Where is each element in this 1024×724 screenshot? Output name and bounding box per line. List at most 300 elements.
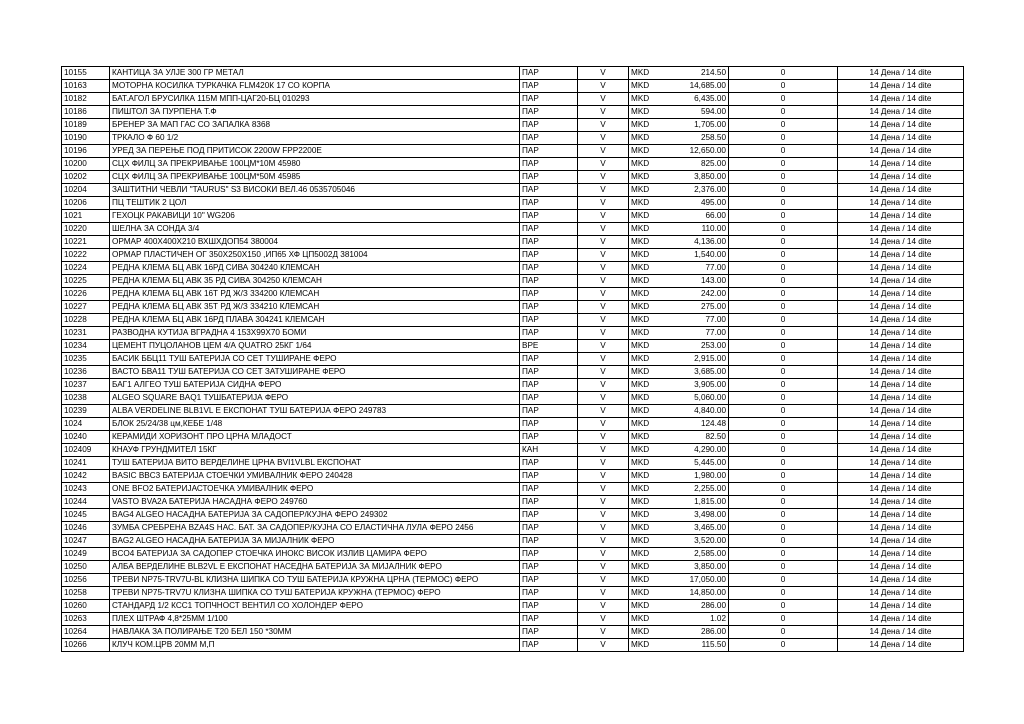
item-currency: MKD bbox=[629, 223, 656, 236]
item-flag: V bbox=[578, 314, 629, 327]
item-price: 2,915.00 bbox=[655, 353, 729, 366]
item-price: 1.02 bbox=[655, 613, 729, 626]
item-unit: ПАР bbox=[520, 171, 578, 184]
item-flag: V bbox=[578, 119, 629, 132]
item-code: 10163 bbox=[62, 80, 110, 93]
item-flag: V bbox=[578, 236, 629, 249]
item-price: 3,498.00 bbox=[655, 509, 729, 522]
item-flag: V bbox=[578, 639, 629, 652]
item-unit: ПАР bbox=[520, 158, 578, 171]
item-price: 4,840.00 bbox=[655, 405, 729, 418]
item-flag: V bbox=[578, 535, 629, 548]
item-name: ПИШТОЛ ЗА ПУРПЕНА Т.Ф bbox=[110, 106, 520, 119]
item-code: 10235 bbox=[62, 353, 110, 366]
item-currency: MKD bbox=[629, 158, 656, 171]
item-currency: MKD bbox=[629, 262, 656, 275]
item-price: 825.00 bbox=[655, 158, 729, 171]
item-delivery-term: 14 Дена / 14 dite bbox=[838, 171, 964, 184]
item-code: 10189 bbox=[62, 119, 110, 132]
item-delivery-term: 14 Дена / 14 dite bbox=[838, 210, 964, 223]
item-price: 253.00 bbox=[655, 340, 729, 353]
table-row bbox=[62, 405, 964, 418]
item-currency: MKD bbox=[629, 392, 656, 405]
item-price: 115.50 bbox=[655, 639, 729, 652]
item-quantity: 0 bbox=[729, 340, 838, 353]
item-delivery-term: 14 Дена / 14 dite bbox=[838, 483, 964, 496]
item-code: 10245 bbox=[62, 509, 110, 522]
item-flag: V bbox=[578, 574, 629, 587]
item-currency: MKD bbox=[629, 470, 656, 483]
price-list-table bbox=[61, 66, 964, 652]
item-code: 10244 bbox=[62, 496, 110, 509]
table-row bbox=[62, 444, 964, 457]
item-code: 10258 bbox=[62, 587, 110, 600]
item-name: БРЕНЕР ЗА МАП ГАС СО ЗАПАЛКА 8368 bbox=[110, 119, 520, 132]
item-currency: MKD bbox=[629, 366, 656, 379]
item-price: 2,255.00 bbox=[655, 483, 729, 496]
item-price: 4,136.00 bbox=[655, 236, 729, 249]
table-row bbox=[62, 548, 964, 561]
item-code: 10196 bbox=[62, 145, 110, 158]
item-name: МОТОРНА КОСИЛКА ТУРКАЧКА FLM420К 17 СО КОРПА bbox=[110, 80, 520, 93]
item-quantity: 0 bbox=[729, 366, 838, 379]
item-currency: MKD bbox=[629, 574, 656, 587]
price-list-body bbox=[62, 67, 964, 652]
item-unit: ПАР bbox=[520, 626, 578, 639]
item-flag: V bbox=[578, 496, 629, 509]
item-code: 10239 bbox=[62, 405, 110, 418]
item-name: ТРКАЛО Ф 60 1/2 bbox=[110, 132, 520, 145]
item-currency: MKD bbox=[629, 600, 656, 613]
item-currency: MKD bbox=[629, 379, 656, 392]
item-quantity: 0 bbox=[729, 262, 838, 275]
table-row bbox=[62, 132, 964, 145]
item-price: 77.00 bbox=[655, 327, 729, 340]
item-flag: V bbox=[578, 145, 629, 158]
item-price: 4,290.00 bbox=[655, 444, 729, 457]
item-price: 3,520.00 bbox=[655, 535, 729, 548]
item-price: 495.00 bbox=[655, 197, 729, 210]
item-quantity: 0 bbox=[729, 379, 838, 392]
item-code: 10236 bbox=[62, 366, 110, 379]
item-delivery-term: 14 Дена / 14 dite bbox=[838, 353, 964, 366]
item-currency: MKD bbox=[629, 93, 656, 106]
item-currency: MKD bbox=[629, 509, 656, 522]
item-name: КЛУЧ КОМ.ЦРВ 20ММ М,П bbox=[110, 639, 520, 652]
item-currency: MKD bbox=[629, 119, 656, 132]
item-delivery-term: 14 Дена / 14 dite bbox=[838, 561, 964, 574]
item-flag: V bbox=[578, 67, 629, 80]
item-quantity: 0 bbox=[729, 457, 838, 470]
item-flag: V bbox=[578, 158, 629, 171]
item-code: 10237 bbox=[62, 379, 110, 392]
item-code: 10182 bbox=[62, 93, 110, 106]
item-quantity: 0 bbox=[729, 197, 838, 210]
item-delivery-term: 14 Дена / 14 dite bbox=[838, 522, 964, 535]
item-unit: ПАР bbox=[520, 236, 578, 249]
item-name: ТРЕВИ NP75-TRV7U-BL КЛИЗНА ШИПКА СО ТУШ БАТЕРИЈА КРУЖНА ЦРНА (ТЕРМОС) ФЕРО bbox=[110, 574, 520, 587]
item-quantity: 0 bbox=[729, 418, 838, 431]
item-unit: ПАР bbox=[520, 301, 578, 314]
item-name: ПЦ ТЕШТИК 2 ЦОЛ bbox=[110, 197, 520, 210]
item-name: ONE BFO2 БАТЕРИЈАСТОЕЧКА УМИВАЛНИК ФЕРО bbox=[110, 483, 520, 496]
item-quantity: 0 bbox=[729, 535, 838, 548]
item-unit: ПАР bbox=[520, 509, 578, 522]
table-row bbox=[62, 197, 964, 210]
item-currency: MKD bbox=[629, 483, 656, 496]
item-flag: V bbox=[578, 626, 629, 639]
item-flag: V bbox=[578, 405, 629, 418]
table-row bbox=[62, 210, 964, 223]
item-unit: ПАР bbox=[520, 496, 578, 509]
item-price: 1,980.00 bbox=[655, 470, 729, 483]
item-delivery-term: 14 Дена / 14 dite bbox=[838, 366, 964, 379]
item-unit: ПАР bbox=[520, 145, 578, 158]
item-price: 275.00 bbox=[655, 301, 729, 314]
item-delivery-term: 14 Дена / 14 dite bbox=[838, 535, 964, 548]
item-code: 10220 bbox=[62, 223, 110, 236]
item-code: 10225 bbox=[62, 275, 110, 288]
item-unit: ПАР bbox=[520, 275, 578, 288]
table-row bbox=[62, 366, 964, 379]
table-row bbox=[62, 223, 964, 236]
item-quantity: 0 bbox=[729, 613, 838, 626]
item-price: 77.00 bbox=[655, 262, 729, 275]
item-code: 10238 bbox=[62, 392, 110, 405]
item-code: 10260 bbox=[62, 600, 110, 613]
item-quantity: 0 bbox=[729, 288, 838, 301]
item-price: 124.48 bbox=[655, 418, 729, 431]
item-quantity: 0 bbox=[729, 405, 838, 418]
item-flag: V bbox=[578, 600, 629, 613]
item-unit: ПАР bbox=[520, 483, 578, 496]
item-quantity: 0 bbox=[729, 327, 838, 340]
item-code: 10247 bbox=[62, 535, 110, 548]
item-unit: ПАР bbox=[520, 379, 578, 392]
table-row bbox=[62, 600, 964, 613]
item-name: ГЕХОЦК РАКАВИЦИ 10" WG206 bbox=[110, 210, 520, 223]
item-flag: V bbox=[578, 93, 629, 106]
item-code: 1024 bbox=[62, 418, 110, 431]
item-quantity: 0 bbox=[729, 223, 838, 236]
table-row bbox=[62, 106, 964, 119]
table-row bbox=[62, 626, 964, 639]
item-name: КАНТИЦА ЗА УЛЈЕ 300 ГР МЕТАЛ bbox=[110, 67, 520, 80]
item-name: РЕДНА КЛЕМА БЦ АВК 35 РД СИВА 304250 КЛЕМСАН bbox=[110, 275, 520, 288]
item-unit: ПАР bbox=[520, 639, 578, 652]
item-delivery-term: 14 Дена / 14 dite bbox=[838, 67, 964, 80]
item-price: 12,650.00 bbox=[655, 145, 729, 158]
item-quantity: 0 bbox=[729, 80, 838, 93]
item-code: 10266 bbox=[62, 639, 110, 652]
item-flag: V bbox=[578, 444, 629, 457]
item-name: BCO4 БАТЕРИЈА ЗА САДОПЕР СТОЕЧКА ИНОКС ВИСОК ИЗЛИВ ЦАМИРА ФЕРО bbox=[110, 548, 520, 561]
item-currency: MKD bbox=[629, 522, 656, 535]
item-flag: V bbox=[578, 106, 629, 119]
table-row bbox=[62, 158, 964, 171]
item-unit: ПАР bbox=[520, 67, 578, 80]
item-name: BAG2 ALGEO НАСАДНА БАТЕРИЈА ЗА МИЈАЛНИК ФЕРО bbox=[110, 535, 520, 548]
item-code: 10241 bbox=[62, 457, 110, 470]
item-currency: MKD bbox=[629, 80, 656, 93]
item-delivery-term: 14 Дена / 14 dite bbox=[838, 379, 964, 392]
item-delivery-term: 14 Дена / 14 dite bbox=[838, 418, 964, 431]
item-delivery-term: 14 Дена / 14 dite bbox=[838, 145, 964, 158]
item-name: БАТ.АГОЛ БРУСИЛКА 115М МПП-ЦАГ20-БЦ 010293 bbox=[110, 93, 520, 106]
item-name: НАВЛАКА ЗА ПОЛИРАЊЕ Т20 БЕЛ 150 *30ММ bbox=[110, 626, 520, 639]
item-quantity: 0 bbox=[729, 548, 838, 561]
item-currency: MKD bbox=[629, 613, 656, 626]
item-code: 10200 bbox=[62, 158, 110, 171]
item-flag: V bbox=[578, 379, 629, 392]
item-currency: MKD bbox=[629, 353, 656, 366]
table-row bbox=[62, 639, 964, 652]
item-delivery-term: 14 Дена / 14 dite bbox=[838, 275, 964, 288]
item-code: 10221 bbox=[62, 236, 110, 249]
item-currency: MKD bbox=[629, 444, 656, 457]
table-row bbox=[62, 574, 964, 587]
item-delivery-term: 14 Дена / 14 dite bbox=[838, 80, 964, 93]
item-code: 10246 bbox=[62, 522, 110, 535]
item-flag: V bbox=[578, 522, 629, 535]
item-quantity: 0 bbox=[729, 275, 838, 288]
item-quantity: 0 bbox=[729, 119, 838, 132]
item-flag: V bbox=[578, 509, 629, 522]
item-unit: ПАР bbox=[520, 314, 578, 327]
item-name: ТУШ БАТЕРИЈА ВИТО ВЕРДЕЛИНЕ ЦРНА BVI1VLBL ЕКСПОНАТ bbox=[110, 457, 520, 470]
item-price: 82.50 bbox=[655, 431, 729, 444]
item-currency: MKD bbox=[629, 249, 656, 262]
item-unit: ПАР bbox=[520, 288, 578, 301]
item-unit: ПАР bbox=[520, 327, 578, 340]
item-delivery-term: 14 Дена / 14 dite bbox=[838, 106, 964, 119]
item-quantity: 0 bbox=[729, 392, 838, 405]
item-unit: ПАР bbox=[520, 197, 578, 210]
item-name: КНАУФ ГРУНДМИТЕЛ 15КГ bbox=[110, 444, 520, 457]
item-code: 10263 bbox=[62, 613, 110, 626]
item-name: РЕДНА КЛЕМА БЦ АВК 16РД СИВА 304240 КЛЕМСАН bbox=[110, 262, 520, 275]
item-name: КЕРАМИДИ ХОРИЗОНТ ПРО ЦРНА МЛАДОСТ bbox=[110, 431, 520, 444]
item-name: БАСИК ББЦ11 ТУШ БАТЕРИЈА СО СЕТ ТУШИРАНЕ ФЕРО bbox=[110, 353, 520, 366]
item-price: 6,435.00 bbox=[655, 93, 729, 106]
item-unit: ПАР bbox=[520, 223, 578, 236]
item-name: VASTO BVA2A БАТЕРИЈА НАСАДНА ФЕРО 249760 bbox=[110, 496, 520, 509]
item-delivery-term: 14 Дена / 14 dite bbox=[838, 132, 964, 145]
item-currency: MKD bbox=[629, 561, 656, 574]
table-row bbox=[62, 587, 964, 600]
item-code: 10249 bbox=[62, 548, 110, 561]
item-code: 10242 bbox=[62, 470, 110, 483]
item-unit: ПАР bbox=[520, 535, 578, 548]
item-price: 3,905.00 bbox=[655, 379, 729, 392]
item-quantity: 0 bbox=[729, 158, 838, 171]
item-unit: ПАР bbox=[520, 80, 578, 93]
item-unit: ПАР bbox=[520, 119, 578, 132]
item-code: 10256 bbox=[62, 574, 110, 587]
item-name: ЗАШТИТНИ ЧЕВЛИ "TAURUS" S3 ВИСОКИ ВЕЛ.46 0535705046 bbox=[110, 184, 520, 197]
item-code: 10206 bbox=[62, 197, 110, 210]
item-price: 2,585.00 bbox=[655, 548, 729, 561]
item-price: 242.00 bbox=[655, 288, 729, 301]
item-unit: ПАР bbox=[520, 548, 578, 561]
item-flag: V bbox=[578, 470, 629, 483]
item-code: 10155 bbox=[62, 67, 110, 80]
item-currency: MKD bbox=[629, 496, 656, 509]
item-quantity: 0 bbox=[729, 184, 838, 197]
table-row bbox=[62, 236, 964, 249]
table-row bbox=[62, 418, 964, 431]
item-quantity: 0 bbox=[729, 314, 838, 327]
item-flag: V bbox=[578, 548, 629, 561]
item-code: 10190 bbox=[62, 132, 110, 145]
item-price: 2,376.00 bbox=[655, 184, 729, 197]
item-unit: ПАР bbox=[520, 470, 578, 483]
item-delivery-term: 14 Дена / 14 dite bbox=[838, 548, 964, 561]
item-quantity: 0 bbox=[729, 470, 838, 483]
table-row bbox=[62, 509, 964, 522]
item-currency: MKD bbox=[629, 535, 656, 548]
item-unit: ПАР bbox=[520, 106, 578, 119]
item-price: 258.50 bbox=[655, 132, 729, 145]
item-code: 10224 bbox=[62, 262, 110, 275]
item-unit: ПАР bbox=[520, 587, 578, 600]
item-delivery-term: 14 Дена / 14 dite bbox=[838, 288, 964, 301]
item-price: 1,705.00 bbox=[655, 119, 729, 132]
item-flag: V bbox=[578, 613, 629, 626]
item-code: 1021 bbox=[62, 210, 110, 223]
item-flag: V bbox=[578, 561, 629, 574]
item-delivery-term: 14 Дена / 14 dite bbox=[838, 223, 964, 236]
item-name: ПЛЕХ ШТРАФ 4,8*25ММ 1/100 bbox=[110, 613, 520, 626]
table-row bbox=[62, 275, 964, 288]
item-price: 286.00 bbox=[655, 600, 729, 613]
item-price: 3,850.00 bbox=[655, 561, 729, 574]
item-quantity: 0 bbox=[729, 626, 838, 639]
item-quantity: 0 bbox=[729, 171, 838, 184]
item-flag: V bbox=[578, 587, 629, 600]
item-delivery-term: 14 Дена / 14 dite bbox=[838, 600, 964, 613]
table-row bbox=[62, 301, 964, 314]
table-row bbox=[62, 379, 964, 392]
item-unit: ПАР bbox=[520, 405, 578, 418]
item-unit: ПАР bbox=[520, 457, 578, 470]
item-price: 14,685.00 bbox=[655, 80, 729, 93]
item-code: 10240 bbox=[62, 431, 110, 444]
item-unit: ВРЕ bbox=[520, 340, 578, 353]
item-currency: MKD bbox=[629, 210, 656, 223]
item-name: ВАСТО БВА11 ТУШ БАТЕРИЈА СО СЕТ ЗАТУШИРАНЕ ФЕРО bbox=[110, 366, 520, 379]
item-flag: V bbox=[578, 483, 629, 496]
item-delivery-term: 14 Дена / 14 dite bbox=[838, 93, 964, 106]
item-delivery-term: 14 Дена / 14 dite bbox=[838, 158, 964, 171]
item-quantity: 0 bbox=[729, 483, 838, 496]
item-flag: V bbox=[578, 223, 629, 236]
item-price: 3,465.00 bbox=[655, 522, 729, 535]
item-unit: ПАР bbox=[520, 418, 578, 431]
item-currency: MKD bbox=[629, 405, 656, 418]
table-row bbox=[62, 483, 964, 496]
table-row bbox=[62, 431, 964, 444]
item-code: 10234 bbox=[62, 340, 110, 353]
item-delivery-term: 14 Дена / 14 dite bbox=[838, 184, 964, 197]
item-flag: V bbox=[578, 418, 629, 431]
item-quantity: 0 bbox=[729, 353, 838, 366]
item-unit: ПАР bbox=[520, 184, 578, 197]
item-unit: КАН bbox=[520, 444, 578, 457]
item-currency: MKD bbox=[629, 132, 656, 145]
item-currency: MKD bbox=[629, 197, 656, 210]
table-row bbox=[62, 80, 964, 93]
table-row bbox=[62, 457, 964, 470]
item-delivery-term: 14 Дена / 14 dite bbox=[838, 392, 964, 405]
table-row bbox=[62, 522, 964, 535]
table-row bbox=[62, 314, 964, 327]
item-code: 10222 bbox=[62, 249, 110, 262]
item-currency: MKD bbox=[629, 236, 656, 249]
item-delivery-term: 14 Дена / 14 dite bbox=[838, 613, 964, 626]
item-delivery-term: 14 Дена / 14 dite bbox=[838, 314, 964, 327]
item-currency: MKD bbox=[629, 67, 656, 80]
item-delivery-term: 14 Дена / 14 dite bbox=[838, 496, 964, 509]
item-quantity: 0 bbox=[729, 561, 838, 574]
table-row bbox=[62, 249, 964, 262]
item-quantity: 0 bbox=[729, 132, 838, 145]
item-quantity: 0 bbox=[729, 574, 838, 587]
item-price: 1,540.00 bbox=[655, 249, 729, 262]
table-row bbox=[62, 93, 964, 106]
item-delivery-term: 14 Дена / 14 dite bbox=[838, 626, 964, 639]
item-unit: ПАР bbox=[520, 392, 578, 405]
price-list-sheet bbox=[61, 66, 964, 652]
item-delivery-term: 14 Дена / 14 dite bbox=[838, 197, 964, 210]
item-code: 10204 bbox=[62, 184, 110, 197]
item-flag: V bbox=[578, 197, 629, 210]
item-flag: V bbox=[578, 288, 629, 301]
item-quantity: 0 bbox=[729, 106, 838, 119]
item-delivery-term: 14 Дена / 14 dite bbox=[838, 262, 964, 275]
item-name: АЛБА ВЕРДЕЛИНЕ BLB2VL E ЕКСПОНАТ НАСЕДНА БАТЕРИЈА ЗА МИЈАЛНИК ФЕРО bbox=[110, 561, 520, 574]
item-quantity: 0 bbox=[729, 587, 838, 600]
item-code: 10202 bbox=[62, 171, 110, 184]
item-flag: V bbox=[578, 184, 629, 197]
item-name: РЕДНА КЛЕМА БЦ АВК 16РД ПЛАВА 304241 КЛЕМСАН bbox=[110, 314, 520, 327]
item-name: СТАНДАРД 1/2 КСС1 ТОПЧНОСТ ВЕНТИЛ СО ХОЛОНДЕР ФЕРО bbox=[110, 600, 520, 613]
item-price: 3,685.00 bbox=[655, 366, 729, 379]
table-row bbox=[62, 119, 964, 132]
item-quantity: 0 bbox=[729, 600, 838, 613]
item-name: BASIC BBC3 БАТЕРИЈА СТОЕЧКИ УМИВАЛНИК ФЕРО 240428 bbox=[110, 470, 520, 483]
item-price: 1,815.00 bbox=[655, 496, 729, 509]
item-flag: V bbox=[578, 340, 629, 353]
item-flag: V bbox=[578, 275, 629, 288]
item-name: ALBA VERDELINE BLB1VL E ЕКСПОНАТ ТУШ БАТЕРИЈА ФЕРО 249783 bbox=[110, 405, 520, 418]
table-row bbox=[62, 613, 964, 626]
item-name: BAG4 ALGEO НАСАДНА БАТЕРИЈА ЗА САДОПЕР/КУЈНА ФЕРО 249302 bbox=[110, 509, 520, 522]
item-unit: ПАР bbox=[520, 431, 578, 444]
item-unit: ПАР bbox=[520, 249, 578, 262]
item-unit: ПАР bbox=[520, 600, 578, 613]
item-code: 10243 bbox=[62, 483, 110, 496]
item-flag: V bbox=[578, 353, 629, 366]
item-name: РЕДНА КЛЕМА БЦ АВК 35Т РД Ж/З 334210 КЛЕМСАН bbox=[110, 301, 520, 314]
item-quantity: 0 bbox=[729, 431, 838, 444]
item-name: УРЕД ЗА ПЕРЕЊЕ ПОД ПРИТИСОК 2200W FPP2200E bbox=[110, 145, 520, 158]
item-code: 10227 bbox=[62, 301, 110, 314]
item-name: РАЗВОДНА КУТИЈА ВГРАДНА 4 153Х99Х70 БОМИ bbox=[110, 327, 520, 340]
item-price: 594.00 bbox=[655, 106, 729, 119]
item-currency: MKD bbox=[629, 106, 656, 119]
item-unit: ПАР bbox=[520, 574, 578, 587]
